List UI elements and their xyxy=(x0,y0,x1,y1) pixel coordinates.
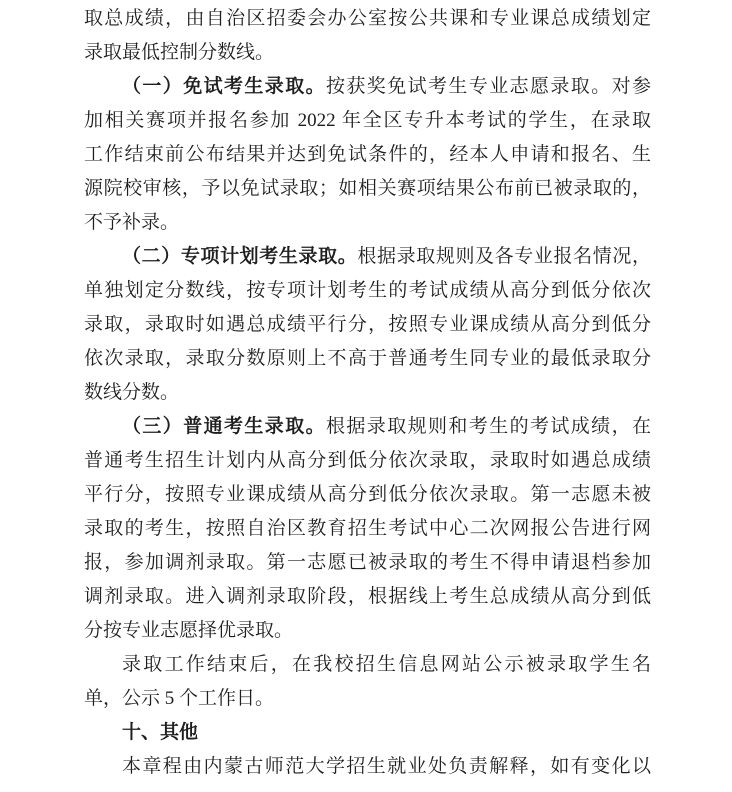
section-subheading: （二）专项计划考生录取。 xyxy=(122,246,358,267)
line-text: 加相关赛项并报名参加 2022 年全区专升本考试的学生，在录取 xyxy=(84,110,651,131)
text-line xyxy=(84,274,651,308)
line-text: 录取的考生，按照自治区教育招生考试中心二次网报公告进行网 xyxy=(84,518,651,539)
text-line xyxy=(84,342,651,376)
text-line xyxy=(84,206,651,240)
text-line xyxy=(84,104,651,138)
text-line xyxy=(84,376,651,410)
text-line xyxy=(84,138,651,172)
text-line xyxy=(84,70,651,104)
heading-text: 十、其他 xyxy=(122,722,199,743)
line-text: 普通考生招生计划内从高分到低分依次录取，录取时如遇总成绩 xyxy=(84,450,651,471)
line-text: 根据录取规则和考生的考试成绩，在 xyxy=(326,416,651,437)
text-line xyxy=(84,614,651,648)
text-line xyxy=(84,308,651,342)
text-line xyxy=(84,36,651,70)
section-heading-other xyxy=(84,716,651,750)
line-text: 录取最低控制分数线。 xyxy=(84,42,275,63)
text-line xyxy=(84,2,651,36)
text-line xyxy=(84,410,651,444)
line-text: 数线分数。 xyxy=(84,382,180,403)
line-text: 取总成绩，由自治区招委会办公室按公共课和专业课总成绩划定 xyxy=(84,8,651,29)
line-text: 本章程由内蒙古师范大学招生就业处负责解释，如有变化以 xyxy=(122,756,651,777)
line-text: 录取工作结束后，在我校招生信息网站公示被录取学生名 xyxy=(122,654,651,675)
line-text: 根据录取规则及各专业报名情况， xyxy=(357,246,651,267)
text-line xyxy=(84,478,651,512)
text-line xyxy=(84,750,651,784)
text-line xyxy=(84,546,651,580)
line-text: 单独划定分数线，按专项计划考生的考试成绩从高分到低分依次 xyxy=(84,280,651,301)
text-line xyxy=(84,648,651,682)
text-line xyxy=(84,444,651,478)
text-line xyxy=(84,240,651,274)
section-subheading: （三）普通考生录取。 xyxy=(122,416,326,437)
line-text: 按获奖免试考生专业志愿录取。对参 xyxy=(326,76,651,97)
text-line xyxy=(84,512,651,546)
line-text: 依次录取，录取分数原则上不高于普通考生同专业的最低录取分 xyxy=(84,348,651,369)
line-text: 单，公示 5 个工作日。 xyxy=(84,688,275,709)
section-subheading: （一）免试考生录取。 xyxy=(122,76,326,97)
line-text: 调剂录取。进入调剂录取阶段，根据线上考生总成绩从高分到低 xyxy=(84,586,651,607)
line-text: 分按专业志愿择优录取。 xyxy=(84,620,294,641)
text-line xyxy=(84,580,651,614)
line-text: 不予补录。 xyxy=(84,212,180,233)
line-text: 平行分，按照专业课成绩从高分到低分依次录取。第一志愿未被 xyxy=(84,484,651,505)
line-text: 源院校审核，予以免试录取；如相关赛项结果公布前已被录取的， xyxy=(84,178,651,199)
text-line xyxy=(84,172,651,206)
line-text: 报，参加调剂录取。第一志愿已被录取的考生不得申请退档参加 xyxy=(84,552,651,573)
line-text: 工作结束前公布结果并达到免试条件的，经本人申请和报名、生 xyxy=(84,144,651,165)
text-line xyxy=(84,682,651,716)
line-text: 录取，录取时如遇总成绩平行分，按照专业课成绩从高分到低分 xyxy=(84,314,651,335)
